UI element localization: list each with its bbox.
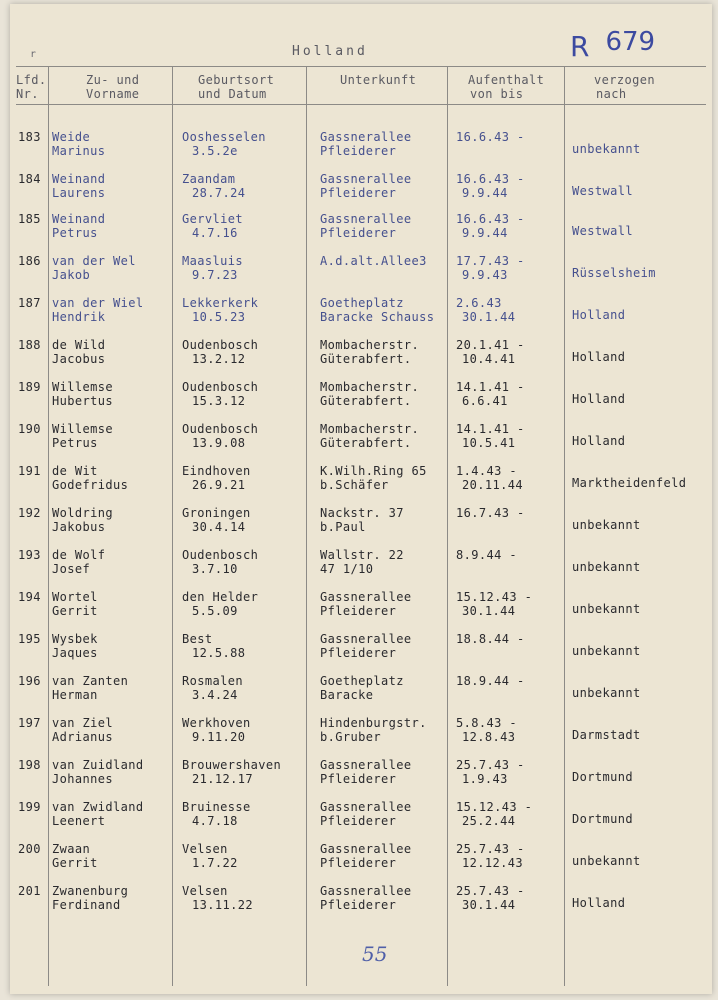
birth-date: 3.7.10 (192, 562, 238, 576)
row-number: 195 (18, 632, 41, 646)
birthplace: Best (182, 632, 213, 646)
stay-from: 16.6.43 - (456, 212, 525, 226)
lodging-line1: Wallstr. 22 (320, 548, 404, 562)
surname: van der Wiel (52, 296, 144, 310)
lodging-line2: Pfleiderer (320, 814, 397, 828)
moved-to: Westwall (572, 184, 633, 198)
stay-from: 14.1.41 - (456, 422, 525, 436)
surname: de Wolf (52, 548, 106, 562)
lodging-line1: Gassnerallee (320, 632, 412, 646)
header-nr-line2: Nr. (16, 87, 39, 101)
lodging-line2: b.Gruber (320, 730, 381, 744)
lodging-line1: Gassnerallee (320, 212, 412, 226)
header-birth-line1: Geburtsort (198, 73, 275, 87)
moved-to: unbekannt (572, 686, 641, 700)
birthplace: Groningen (182, 506, 251, 520)
corner-mark: r (30, 49, 37, 60)
lodging-line2: b.Paul (320, 520, 366, 534)
row-number: 188 (18, 338, 41, 352)
row-number: 190 (18, 422, 41, 436)
moved-to: unbekannt (572, 602, 641, 616)
birthplace: den Helder (182, 590, 259, 604)
stay-to: 10.4.41 (462, 352, 516, 366)
header-moved-line1: verzogen (594, 73, 655, 87)
stay-from: 16.6.43 - (456, 130, 525, 144)
row-number: 189 (18, 380, 41, 394)
row-number: 193 (18, 548, 41, 562)
lodging-line1: Gassnerallee (320, 130, 412, 144)
lodging-line2: Güterabfert. (320, 394, 412, 408)
page-title: Holland (292, 44, 368, 59)
given-name: Herman (52, 688, 98, 702)
birth-date: 15.3.12 (192, 394, 246, 408)
lodging-line2: Pfleiderer (320, 226, 397, 240)
moved-to: unbekannt (572, 560, 641, 574)
stay-from: 25.7.43 - (456, 842, 525, 856)
given-name: Jaques (52, 646, 98, 660)
birthplace: Rosmalen (182, 674, 243, 688)
surname: de Wit (52, 464, 98, 478)
lodging-line1: Gassnerallee (320, 590, 412, 604)
given-name: Jakob (52, 268, 91, 282)
lodging-line1: K.Wilh.Ring 65 (320, 464, 427, 478)
surname: Willemse (52, 422, 113, 436)
given-name: Hendrik (52, 310, 106, 324)
stay-from: 5.8.43 - (456, 716, 517, 730)
header-name-line2: Vorname (86, 87, 140, 101)
birth-date: 4.7.18 (192, 814, 238, 828)
birth-date: 9.7.23 (192, 268, 238, 282)
moved-to: Holland (572, 896, 626, 910)
stay-from: 16.7.43 - (456, 506, 525, 520)
birth-date: 3.5.2e (192, 144, 238, 158)
stay-from: 15.12.43 - (456, 590, 533, 604)
birth-date: 4.7.16 (192, 226, 238, 240)
row-number: 187 (18, 296, 41, 310)
given-name: Johannes (52, 772, 113, 786)
lodging-line2: Güterabfert. (320, 352, 412, 366)
lodging-line1: A.d.alt.Allee3 (320, 254, 427, 268)
given-name: Leenert (52, 814, 106, 828)
row-number: 194 (18, 590, 41, 604)
stay-to: 12.8.43 (462, 730, 516, 744)
lodging-line1: Nackstr. 37 (320, 506, 404, 520)
birthplace: Oudenbosch (182, 338, 259, 352)
birth-date: 9.11.20 (192, 730, 246, 744)
lodging-line1: Gassnerallee (320, 758, 412, 772)
birthplace: Ooshesselen (182, 130, 266, 144)
birthplace: Oudenbosch (182, 548, 259, 562)
moved-to: Holland (572, 434, 626, 448)
stay-to: 20.11.44 (462, 478, 523, 492)
header-stay-line2: von bis (470, 87, 524, 101)
row-number: 185 (18, 212, 41, 226)
stay-to: 30.1.44 (462, 310, 516, 324)
header-nr-line1: Lfd. (16, 73, 47, 87)
surname: van Ziel (52, 716, 113, 730)
surname: Willemse (52, 380, 113, 394)
lodging-line2: Baracke Schauss (320, 310, 435, 324)
surname: Weinand (52, 212, 106, 226)
column-divider (306, 66, 307, 986)
header-lodging: Unterkunft (340, 73, 417, 87)
birthplace: Eindhoven (182, 464, 251, 478)
birth-date: 28.7.24 (192, 186, 246, 200)
given-name: Petrus (52, 226, 98, 240)
birth-date: 13.9.08 (192, 436, 246, 450)
lodging-line2: Pfleiderer (320, 604, 397, 618)
stay-from: 25.7.43 - (456, 758, 525, 772)
header-stay-line1: Aufenthalt (468, 73, 545, 87)
surname: van der Wel (52, 254, 136, 268)
row-number: 199 (18, 800, 41, 814)
row-number: 201 (18, 884, 41, 898)
lodging-line1: Mombacherstr. (320, 338, 420, 352)
birth-date: 13.11.22 (192, 898, 253, 912)
moved-to: Darmstadt (572, 728, 641, 742)
birth-date: 1.7.22 (192, 856, 238, 870)
stay-to: 9.9.44 (462, 226, 508, 240)
row-number: 184 (18, 172, 41, 186)
birth-date: 12.5.88 (192, 646, 246, 660)
birth-date: 26.9.21 (192, 478, 246, 492)
birth-date: 21.12.17 (192, 772, 253, 786)
birth-date: 3.4.24 (192, 688, 238, 702)
row-number: 186 (18, 254, 41, 268)
surname: Weide (52, 130, 91, 144)
row-number: 191 (18, 464, 41, 478)
lodging-line2: Baracke (320, 688, 374, 702)
given-name: Jacobus (52, 352, 106, 366)
stay-to: 30.1.44 (462, 604, 516, 618)
given-name: Marinus (52, 144, 106, 158)
birthplace: Oudenbosch (182, 422, 259, 436)
stay-from: 2.6.43 (456, 296, 502, 310)
surname: van Zanten (52, 674, 129, 688)
surname: Zwaan (52, 842, 91, 856)
birthplace: Velsen (182, 884, 228, 898)
moved-to: Marktheidenfeld (572, 476, 687, 490)
moved-to: unbekannt (572, 854, 641, 868)
moved-to: Rüsselsheim (572, 266, 656, 280)
column-divider (48, 66, 49, 986)
lodging-line2: b.Schäfer (320, 478, 389, 492)
surname: Zwanenburg (52, 884, 129, 898)
moved-to: unbekannt (572, 142, 641, 156)
birthplace: Lekkerkerk (182, 296, 259, 310)
row-number: 198 (18, 758, 41, 772)
lodging-line1: Mombacherstr. (320, 380, 420, 394)
moved-to: Holland (572, 308, 626, 322)
moved-to: Westwall (572, 224, 633, 238)
moved-to: unbekannt (572, 644, 641, 658)
stay-to: 12.12.43 (462, 856, 523, 870)
moved-to: Dortmund (572, 812, 633, 826)
stay-to: 25.2.44 (462, 814, 516, 828)
stay-from: 14.1.41 - (456, 380, 525, 394)
lodging-line1: Goetheplatz (320, 674, 404, 688)
given-name: Laurens (52, 186, 106, 200)
birth-date: 10.5.23 (192, 310, 246, 324)
moved-to: unbekannt (572, 518, 641, 532)
given-name: Godefridus (52, 478, 129, 492)
archive-stamp (570, 27, 656, 63)
given-name: Gerrit (52, 856, 98, 870)
birthplace: Brouwershaven (182, 758, 282, 772)
given-name: Ferdinand (52, 898, 121, 912)
document-page (10, 4, 712, 994)
row-number: 197 (18, 716, 41, 730)
given-name: Hubertus (52, 394, 113, 408)
lodging-line1: Goetheplatz (320, 296, 404, 310)
surname: Wysbek (52, 632, 98, 646)
stay-to: 9.9.43 (462, 268, 508, 282)
stay-from: 16.6.43 - (456, 172, 525, 186)
moved-to: Holland (572, 350, 626, 364)
column-divider (564, 66, 565, 986)
birthplace: Gervliet (182, 212, 243, 226)
row-number: 183 (18, 130, 41, 144)
stay-from: 20.1.41 - (456, 338, 525, 352)
birth-date: 30.4.14 (192, 520, 246, 534)
stamp-number: 679 (605, 27, 656, 57)
header-birth-line2: und Datum (198, 87, 267, 101)
page-number: 55 (362, 942, 388, 966)
stay-to: 30.1.44 (462, 898, 516, 912)
lodging-line2: 47 1/10 (320, 562, 374, 576)
stay-to: 9.9.44 (462, 186, 508, 200)
lodging-line1: Hindenburgstr. (320, 716, 427, 730)
header-name-line1: Zu- und (86, 73, 140, 87)
stay-from: 18.9.44 - (456, 674, 525, 688)
stay-to: 6.6.41 (462, 394, 508, 408)
lodging-line2: Pfleiderer (320, 186, 397, 200)
row-number: 192 (18, 506, 41, 520)
row-number: 200 (18, 842, 41, 856)
lodging-line2: Pfleiderer (320, 856, 397, 870)
stay-from: 18.8.44 - (456, 632, 525, 646)
lodging-line2: Pfleiderer (320, 898, 397, 912)
row-number: 196 (18, 674, 41, 688)
column-divider (172, 66, 173, 986)
header-rule-bottom (16, 104, 706, 105)
lodging-line1: Mombacherstr. (320, 422, 420, 436)
moved-to: Holland (572, 392, 626, 406)
lodging-line2: Pfleiderer (320, 646, 397, 660)
stamp-letter: R (570, 30, 590, 63)
stay-from: 1.4.43 - (456, 464, 517, 478)
column-divider (447, 66, 448, 986)
given-name: Adrianus (52, 730, 113, 744)
birthplace: Oudenbosch (182, 380, 259, 394)
stay-from: 15.12.43 - (456, 800, 533, 814)
given-name: Gerrit (52, 604, 98, 618)
lodging-line2: Pfleiderer (320, 772, 397, 786)
lodging-line2: Güterabfert. (320, 436, 412, 450)
surname: de Wild (52, 338, 106, 352)
surname: Woldring (52, 506, 113, 520)
moved-to: Dortmund (572, 770, 633, 784)
lodging-line1: Gassnerallee (320, 800, 412, 814)
lodging-line2: Pfleiderer (320, 144, 397, 158)
birthplace: Werkhoven (182, 716, 251, 730)
birthplace: Velsen (182, 842, 228, 856)
given-name: Petrus (52, 436, 98, 450)
lodging-line1: Gassnerallee (320, 884, 412, 898)
birthplace: Bruinesse (182, 800, 251, 814)
surname: van Zuidland (52, 758, 144, 772)
birth-date: 13.2.12 (192, 352, 246, 366)
stay-from: 8.9.44 - (456, 548, 517, 562)
birthplace: Zaandam (182, 172, 236, 186)
header-moved-line2: nach (596, 87, 627, 101)
given-name: Josef (52, 562, 91, 576)
surname: Weinand (52, 172, 106, 186)
given-name: Jakobus (52, 520, 106, 534)
stay-to: 10.5.41 (462, 436, 516, 450)
surname: van Zwidland (52, 800, 144, 814)
surname: Wortel (52, 590, 98, 604)
stay-from: 17.7.43 - (456, 254, 525, 268)
header-rule-top (16, 66, 706, 67)
lodging-line1: Gassnerallee (320, 842, 412, 856)
birth-date: 5.5.09 (192, 604, 238, 618)
lodging-line1: Gassnerallee (320, 172, 412, 186)
birthplace: Maasluis (182, 254, 243, 268)
stay-from: 25.7.43 - (456, 884, 525, 898)
stay-to: 1.9.43 (462, 772, 508, 786)
